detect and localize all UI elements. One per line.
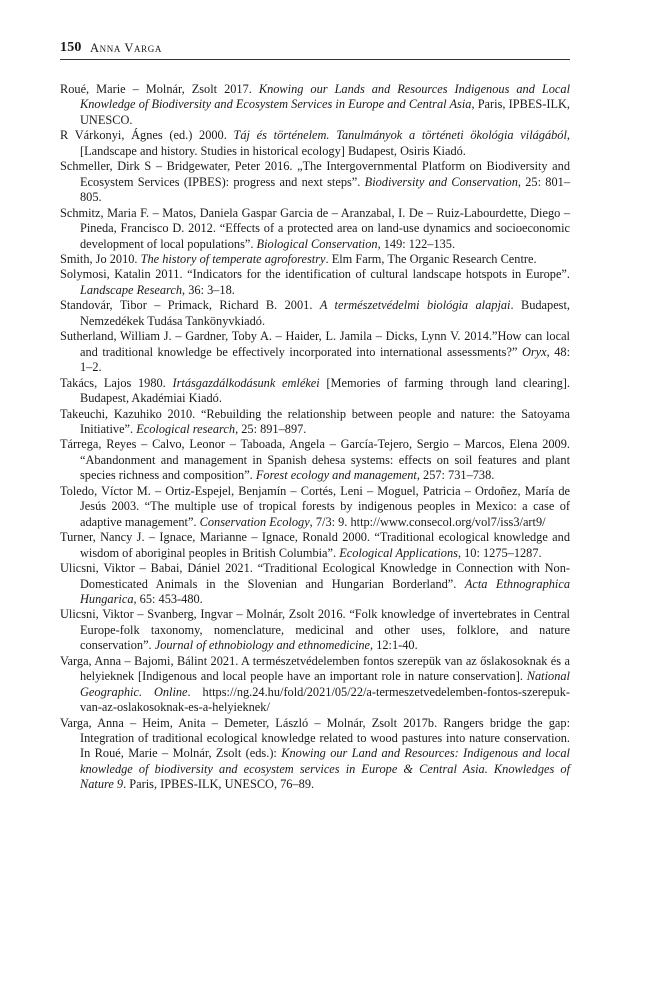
reference-text: Schmitz, Maria F. – Matos, Daniela Gaspar Garcia de – Aranzabal, I. De – Ruiz-Labourdette, Diego – Pineda, Francisco D. 2012. “Effects of a protected area on land-use dynamics and socioeconomic development of local populations”. (60, 205, 570, 251)
reference-entry (60, 159, 570, 205)
reference-entry (60, 206, 570, 252)
reference-text: Ulicsni, Viktor – Svanberg, Ingvar – Molnár, Zsolt 2016. “Folk knowledge of invertebrates in Central Europe-folk taxonomy, nomenclature, medicinal and other uses, folklore, and nature conservation”. (60, 607, 570, 653)
reference-text: , 10: 1275–1287. (457, 545, 542, 560)
reference-text: , 257: 731–738. (416, 468, 495, 483)
reference-entry (60, 407, 570, 438)
reference-title: Acta Ethnographica Hungarica (80, 576, 570, 606)
reference-entry (60, 561, 570, 607)
reference-entry (60, 376, 570, 407)
reference-text: . Paris, IPBES-ILK, UNESCO, 76–89. (123, 777, 315, 792)
reference-title: A természetvédelmi biológia alapjai (319, 298, 511, 313)
reference-title: Ecological Applications (339, 545, 458, 560)
reference-text: Toledo, Víctor M. – Ortiz-Espejel, Benjamín – Cortés, Leni – Moguel, Patricia – Ordoñez, María de Jesús 2003. “The multiple use of tropical forests by indigenous peoples in Mexico: a case of adaptive management”. (60, 483, 570, 529)
reference-title: Knowing our Land and Resources: Indigenous and local knowledge of biodiversity and ecosystem services in Europe & Central Asia. Knowledges of Nature 9 (80, 746, 570, 792)
reference-title: Ecological research (136, 421, 236, 436)
reference-text: , 25: 891–897. (235, 421, 307, 436)
reference-text: , 48: 1–2. (80, 344, 570, 375)
reference-title: Journal of ethnobiology and ethnomedicine (154, 638, 371, 653)
reference-title: Landscape Research (80, 282, 183, 297)
reference-text: , 149: 122–135. (377, 236, 456, 251)
reference-entry (60, 530, 570, 561)
reference-text: , 7/3: 9. http://www.consecol.org/vol7/iss3/art9/ (309, 514, 546, 529)
reference-title: Biodiversity and Conservation (364, 174, 518, 189)
reference-text: Ulicsni, Viktor – Babai, Dániel 2021. “Traditional Ecological Knowledge in Connection with Non-Domesticated Animals in the Slovenian and Hungarian Borderland”. (60, 561, 570, 591)
reference-entry (60, 252, 570, 267)
reference-entry (60, 437, 570, 483)
reference-text: [Memories of farming through land clearing]. Budapest, Akadémiai Kiadó. (80, 375, 570, 406)
reference-text: Takeuchi, Kazuhiko 2010. “Rebuilding the relationship between people and nature: the Satoyama Initiative”. (60, 406, 570, 436)
reference-text: , 25: 801–805. (80, 174, 570, 205)
reference-title: Biological Conservation (256, 236, 378, 251)
reference-text: Solymosi, Katalin 2011. “Indicators for the identification of cultural landscape hotspots in Europe”. (60, 267, 570, 282)
reference-text: Smith, Jo 2010. (60, 251, 141, 266)
reference-title: Knowing our Lands and Resources Indigenous and Local Knowledge of Biodiversity and Ecosystem Services in Europe and Central Asia (80, 82, 570, 112)
reference-title: The history of temperate agroforestry (140, 251, 326, 266)
reference-text: . Budapest, Nemzedékek Tudása Tankönyvkiadó. (80, 298, 571, 328)
reference-entry (60, 329, 570, 375)
reference-text: Standovár, Tibor – Primack, Richard B. 2001. (60, 298, 320, 313)
reference-entry (60, 267, 570, 298)
reference-list (60, 82, 570, 793)
reference-entry (60, 654, 570, 716)
running-header-author: Anna Varga (90, 41, 162, 55)
reference-text: , 65: 453-480. (133, 591, 203, 606)
reference-entry (60, 607, 570, 653)
reference-text: . https://ng.24.hu/fold/2021/05/22/a-termeszetvedelemben-fontos-szerepuk-van-az-oslakosoknak-es-a-helyieknek/ (80, 684, 570, 715)
reference-entry (60, 82, 570, 128)
reference-text: R Várkonyi, Ágnes (ed.) 2000. (60, 128, 234, 143)
reference-title: Irtásgazdálkodásunk emlékei (172, 375, 320, 390)
reference-text: Varga, Anna – Heim, Anita – Demeter, László – Molnár, Zsolt 2017b. Rangers bridge the gap: Integration of traditional ecological knowledge related to wood pastures into nature conservation. In Roué, Marie – Molnár, Zsolt (eds.): (60, 715, 570, 761)
reference-text: , [Landscape and history. Studies in historical ecology] Budapest, Osiris Kiadó. (80, 128, 571, 158)
reference-text: Schmeller, Dirk S – Bridgewater, Peter 2016. „The Intergovernmental Platform on Biodiversity and Ecosystem Services (IPBES): progress and next steps”. (60, 159, 570, 189)
reference-title: National Geographic. Online (80, 669, 570, 699)
reference-text: , Paris, IPBES-ILK, UNESCO. (80, 97, 570, 127)
header-rule (60, 59, 570, 60)
reference-text: Turner, Nancy J. – Ignace, Marianne – Ignace, Ronald 2000. “Traditional ecological knowledge and wisdom of aboriginal peoples in British Columbia”. (60, 530, 570, 560)
reference-text: Sutherland, William J. – Gardner, Toby A. – Haider, L. Jamila – Dicks, Lynn V. 2014.”How can local and traditional knowledge be effectively incorporated into international assessments?” (60, 329, 570, 359)
reference-title: Forest ecology and management (255, 468, 417, 483)
running-header (60, 40, 570, 56)
reference-text: Roué, Marie – Molnár, Zsolt 2017. (60, 82, 259, 96)
reference-entry (60, 484, 570, 530)
reference-entry (60, 298, 570, 329)
reference-title: Oryx (521, 344, 547, 359)
reference-text: , 36: 3–18. (182, 282, 235, 297)
page-number: 150 (60, 40, 82, 55)
reference-entry (60, 128, 570, 159)
reference-text: Varga, Anna – Bajomi, Bálint 2021. A természetvédelemben fontos szerepük van az őslakosoknak és a helyieknek [Indigenous and local people have an important role in nature conservation]. (60, 653, 570, 684)
reference-text: , 12:1-40. (370, 638, 418, 653)
reference-entry (60, 716, 570, 793)
reference-text: Takács, Lajos 1980. (60, 375, 173, 390)
reference-text: Tárrega, Reyes – Calvo, Leonor – Taboada, Angela – García-Tejero, Sergio – Marcos, Elena 2009. “Abandonment and management in Spanish dehesa systems: effects on soil features and plant species richness and composition”. (60, 437, 570, 483)
reference-title: Táj és történelem. Tanulmányok a történeti ökológia világából (233, 128, 567, 143)
reference-text: . Elm Farm, The Organic Research Centre. (325, 251, 537, 266)
reference-title: Conservation Ecology (199, 514, 310, 529)
